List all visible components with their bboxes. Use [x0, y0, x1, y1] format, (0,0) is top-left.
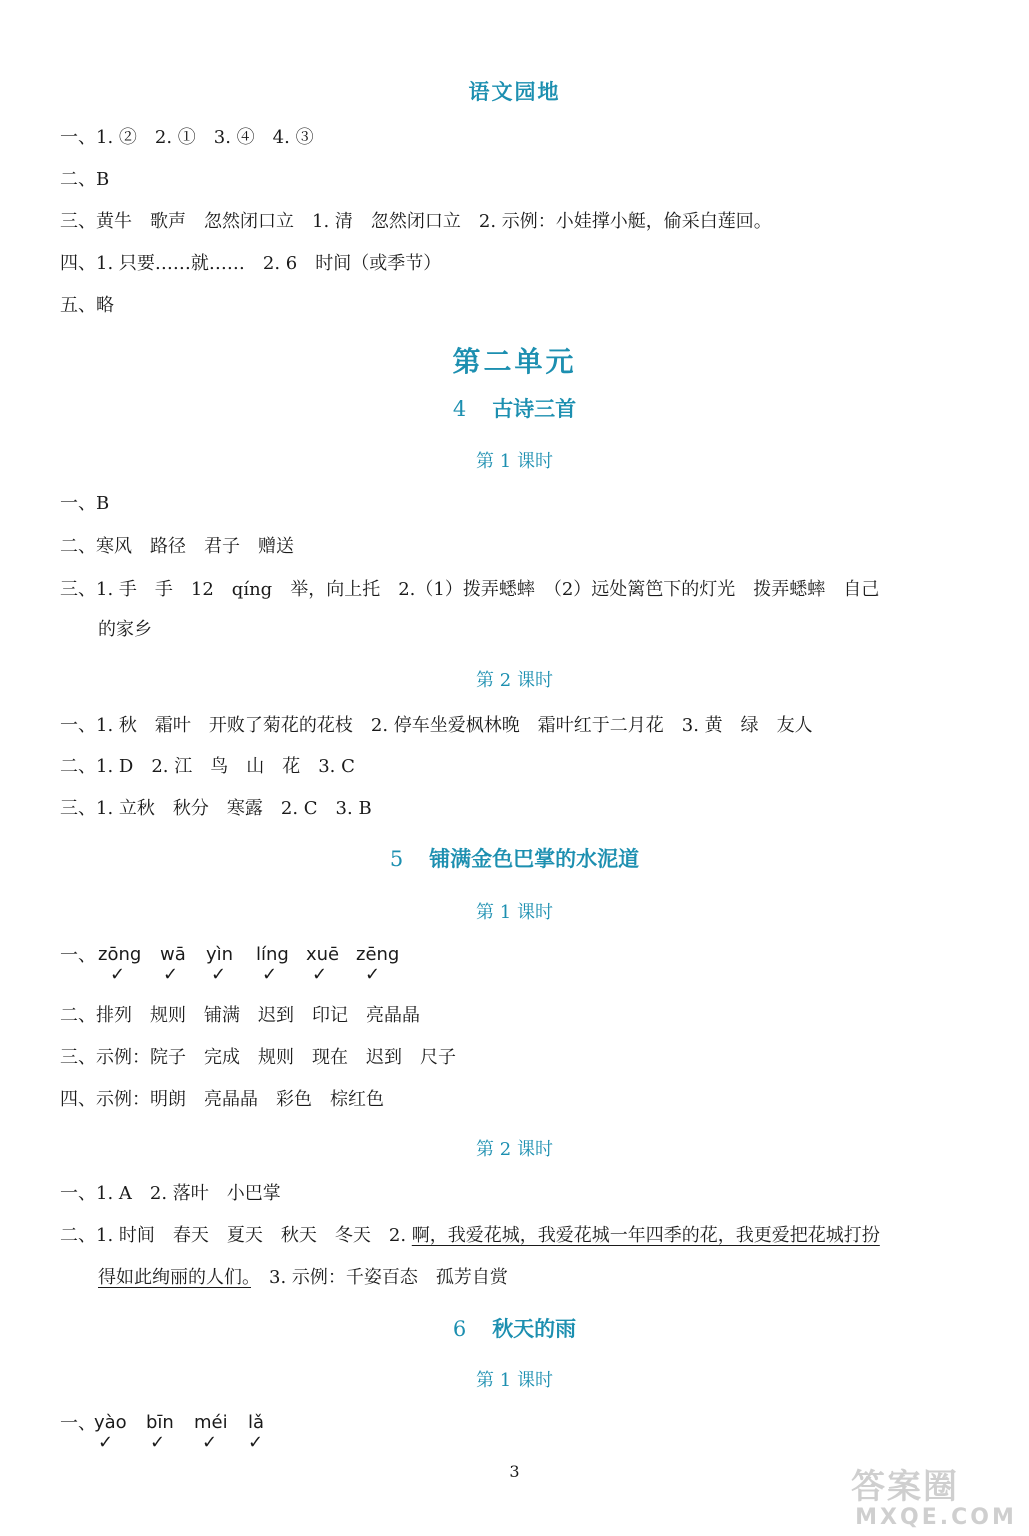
- period-label: 第 1 课时: [476, 1370, 553, 1391]
- answer-line: 三、黄牛 歌声 忽然闭口立 1. 清 忽然闭口立 2. 示例：小娃撑小艇，偷采白莲回。: [60, 211, 772, 232]
- pinyin: zēng: [356, 944, 400, 965]
- pinyin: yào: [94, 1412, 127, 1433]
- answer-line: 二、B: [60, 169, 110, 190]
- check-icon: ✓: [202, 1432, 218, 1453]
- page-number: 3: [509, 1462, 520, 1481]
- check-icon: ✓: [365, 964, 381, 985]
- pinyin: zōng: [98, 944, 142, 965]
- answer-line: 四、1. 只要……就…… 2. 6 时间（或季节）: [60, 253, 442, 274]
- watermark-en: MXQE.COM: [855, 1505, 1017, 1530]
- check-icon: ✓: [110, 964, 126, 985]
- answer-prefix: 一、: [60, 945, 96, 966]
- underlined-answer: 得如此绚丽的人们。: [98, 1267, 251, 1288]
- underlined-answer: 啊，我爱花城，我爱花城一年四季的花，我更爱把花城打扮: [411, 1225, 880, 1246]
- lesson-4-heading: [0, 393, 1029, 423]
- lesson-title: 铺满金色巴掌的水泥道: [429, 847, 640, 871]
- answer-line: 三、示例：院子 完成 规则 现在 迟到 尺子: [60, 1047, 456, 1068]
- pinyin: méi: [194, 1412, 228, 1433]
- period-label: 第 1 课时: [476, 451, 553, 472]
- check-icon: ✓: [163, 964, 179, 985]
- check-icon: ✓: [262, 964, 278, 985]
- answer-line: 一、B: [60, 493, 110, 514]
- period-label: 第 2 课时: [476, 1139, 553, 1160]
- lesson-title: 秋天的雨: [492, 1317, 577, 1341]
- section-title-yuwen-yuandi: 语文园地: [468, 80, 561, 104]
- answer-prefix: 一、: [60, 1413, 96, 1434]
- answer-line: 四、示例：明朗 亮晶晶 彩色 棕红色: [60, 1089, 384, 1110]
- lesson-number: 5: [389, 847, 404, 871]
- pinyin: yìn: [206, 944, 234, 965]
- answer-line-continued: 的家乡: [98, 619, 152, 640]
- pinyin: xuē: [306, 944, 340, 965]
- answer-line-continued: [98, 1266, 508, 1290]
- answer-line: 一、1. ② 2. ① 3. ④ 4. ③: [60, 127, 314, 148]
- check-icon: ✓: [98, 1432, 114, 1453]
- lesson-title: 古诗三首: [492, 397, 577, 421]
- answer-text: 3. 示例：千姿百态 孤芳自赏: [251, 1267, 508, 1288]
- answer-line: 二、1. D 2. 江 鸟 山 花 3. C: [60, 756, 355, 777]
- check-icon: ✓: [150, 1432, 166, 1453]
- answer-line: [60, 1224, 880, 1248]
- answer-line: 三、1. 立秋 秋分 寒露 2. C 3. B: [60, 798, 372, 819]
- lesson-number: 6: [452, 1317, 467, 1341]
- lesson-6-heading: [0, 1313, 1029, 1343]
- check-icon: ✓: [248, 1432, 264, 1453]
- pinyin: lǎ: [248, 1412, 265, 1433]
- answer-line: 二、排列 规则 铺满 迟到 印记 亮晶晶: [60, 1005, 420, 1026]
- watermark-logo: [851, 1468, 1021, 1532]
- lesson-number: 4: [452, 397, 467, 421]
- answer-line: 五、略: [60, 295, 114, 316]
- unit-title: 第二单元: [452, 345, 577, 378]
- answer-line: 二、寒风 路径 君子 赠送: [60, 536, 294, 557]
- pinyin: wā: [160, 944, 186, 965]
- watermark-cn: 答案圈: [851, 1467, 959, 1507]
- pinyin: bīn: [146, 1412, 174, 1433]
- pinyin: líng: [256, 944, 289, 965]
- lesson-5-heading: [0, 843, 1029, 873]
- check-icon: ✓: [211, 964, 227, 985]
- period-label: 第 1 课时: [476, 902, 553, 923]
- answer-text: 二、1. 时间 春天 夏天 秋天 冬天 2.: [60, 1225, 412, 1246]
- answer-line: 一、1. 秋 霜叶 开败了菊花的花枝 2. 停车坐爱枫林晚 霜叶红于二月花 3. 黄 绿 友人: [60, 715, 813, 736]
- answer-line: 三、1. 手 手 12 qíng 举，向上托 2.（1）拨弄蟋蟀 （2）远处篱笆下的灯光 拨弄蟋蟀 自己: [60, 579, 880, 600]
- answer-line: 一、1. A 2. 落叶 小巴掌: [60, 1183, 281, 1204]
- period-label: 第 2 课时: [476, 670, 553, 691]
- check-icon: ✓: [312, 964, 328, 985]
